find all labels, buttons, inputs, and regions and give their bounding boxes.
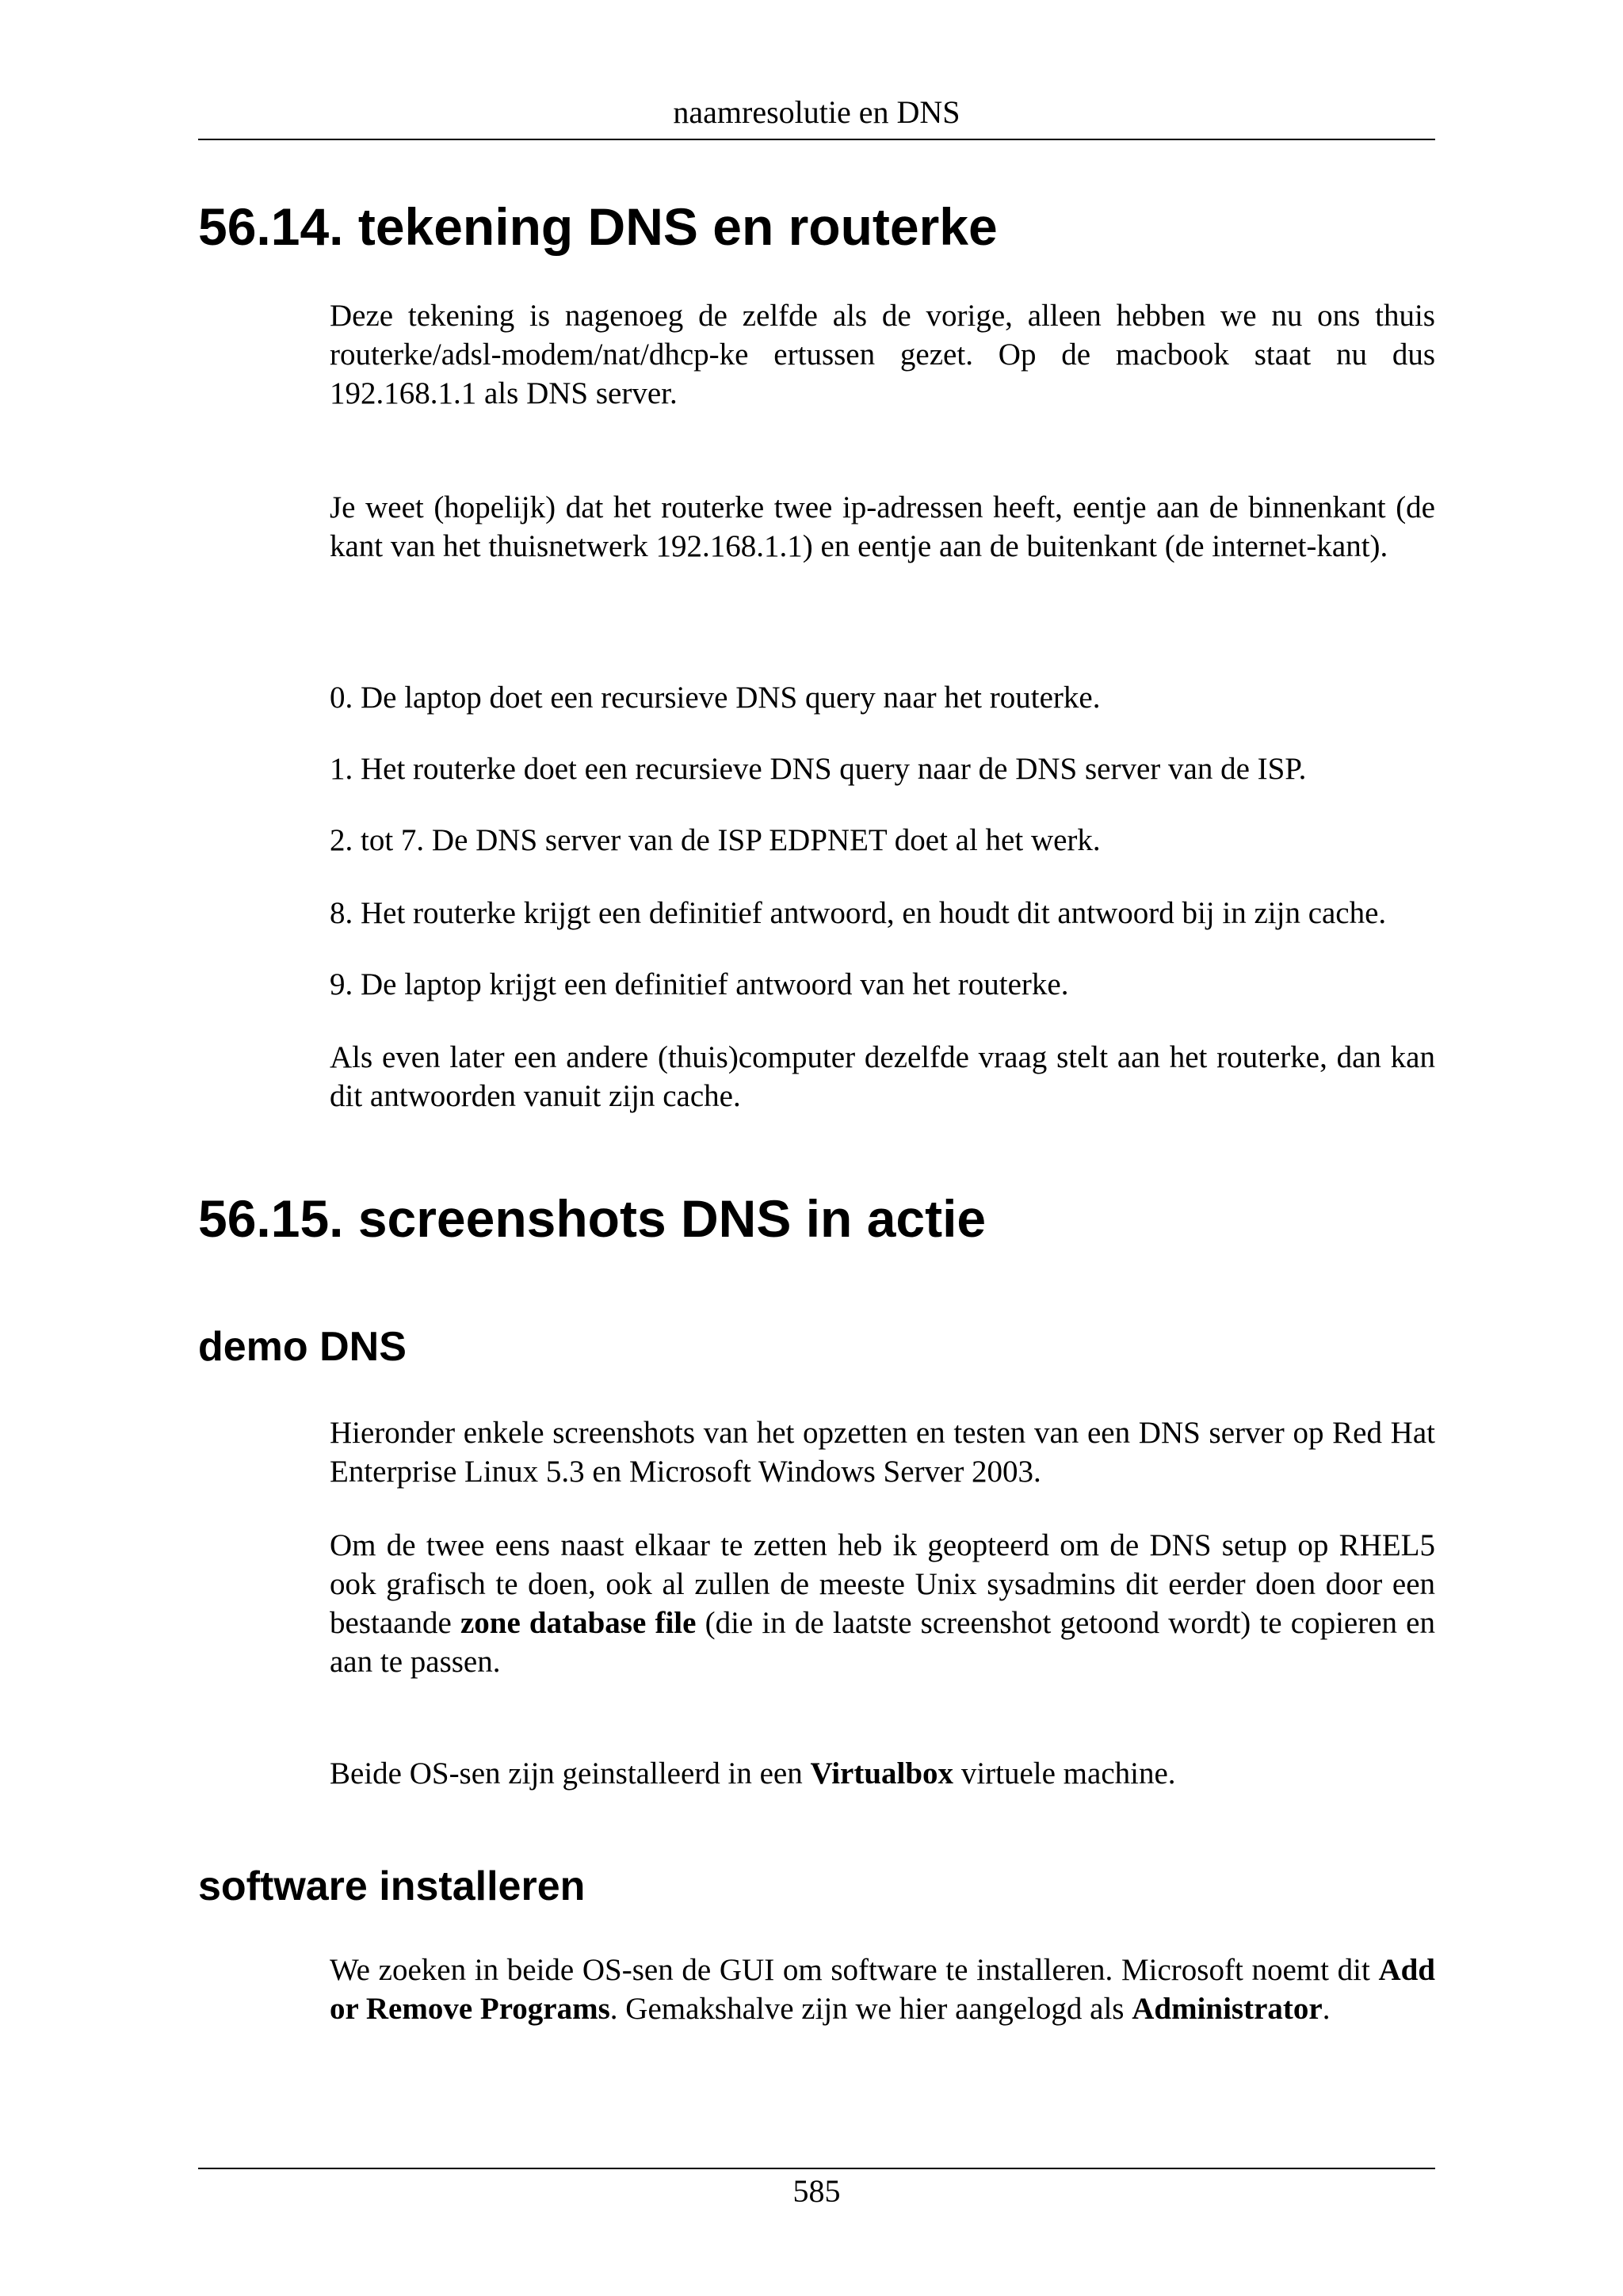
bold-term-zone-database-file: zone database file [460,1606,697,1640]
bold-term-administrator: Administrator [1132,1992,1323,2026]
paragraph-drawing-intro: Deze tekening is nagenoeg de zelfde als de vorige, alleen hebben we nu ons thuis routerke/adsl-modem/nat/dhcp-ke ertussen gezet. Op de macbook staat nu dus 192.168.1.1 als DNS server. [330,299,1435,410]
text-run: Beide OS-sen zijn geinstalleerd in een [330,1756,811,1791]
paragraph-cache: Als even later een andere (thuis)computer dezelfde vraag stelt aan het routerke, dan kan dit antwoorden vanuit zijn cache. [330,1040,1435,1113]
running-header: naamresolutie en DNS [673,94,960,130]
step-1: 1. Het routerke doet een recursieve DNS query naar de DNS server van de ISP. [330,752,1307,786]
text-run: (die in de laatste screenshot getoond wordt) te copieren en aan te passen. [330,1606,1435,1679]
step-8: 8. Het routerke krijgt een definitief antwoord, en houdt dit antwoord bij in zijn cache. [330,896,1387,930]
step-9: 9. De laptop krijgt een definitief antwoord van het routerke. [330,967,1069,1001]
bold-term-virtualbox: Virtualbox [810,1756,954,1791]
subheading-demo-dns: demo DNS [198,1324,407,1370]
page-number: 585 [792,2173,841,2209]
paragraph-rhel5-setup [330,1526,1435,1681]
step-0: 0. De laptop doet een recursieve DNS query naar het routerke. [330,681,1101,715]
section-heading-56-14: 56.14. tekening DNS en routerke [198,197,998,256]
section-heading-56-15: 56.15. screenshots DNS in actie [198,1189,987,1248]
paragraph-add-remove-programs [330,1951,1435,2028]
subheading-software-installeren: software installeren [198,1863,586,1909]
text-run: . [1322,1992,1331,2026]
text-run: virtuele machine. [953,1756,1176,1791]
header-rule [198,139,1435,140]
bold-term-add-or-remove-programs: Add or Remove Programs [330,1953,1435,2026]
paragraph-router-ips: Je weet (hopelijk) dat het routerke twee ip-adressen heeft, eentje aan de binnenkant (de kant van het thuisnetwerk 192.168.1.1) en eentje aan de buitenkant (de internet-kant). [330,490,1435,563]
text-run: We zoeken in beide OS-sen de GUI om software te installeren. Microsoft noemt dit [330,1953,1379,1987]
paragraph-screenshots-intro: Hieronder enkele screenshots van het opzetten en testen van een DNS server op Red Hat Enterprise Linux 5.3 en Microsoft Windows Server 2003. [330,1416,1435,1489]
footer-rule [198,2168,1435,2169]
paragraph-virtualbox [330,1754,1435,1793]
text-run: . Gemakshalve zijn we hier aangelogd als [609,1992,1132,2026]
step-2-to-7: 2. tot 7. De DNS server van de ISP EDPNET doet al het werk. [330,823,1101,857]
text-run: Om de twee eens naast elkaar te zetten heb ik geopteerd om de DNS setup op RHEL5 ook grafisch te doen, ook al zullen de meeste Unix sysadmins dit eerder doen door een bestaande [330,1528,1435,1640]
